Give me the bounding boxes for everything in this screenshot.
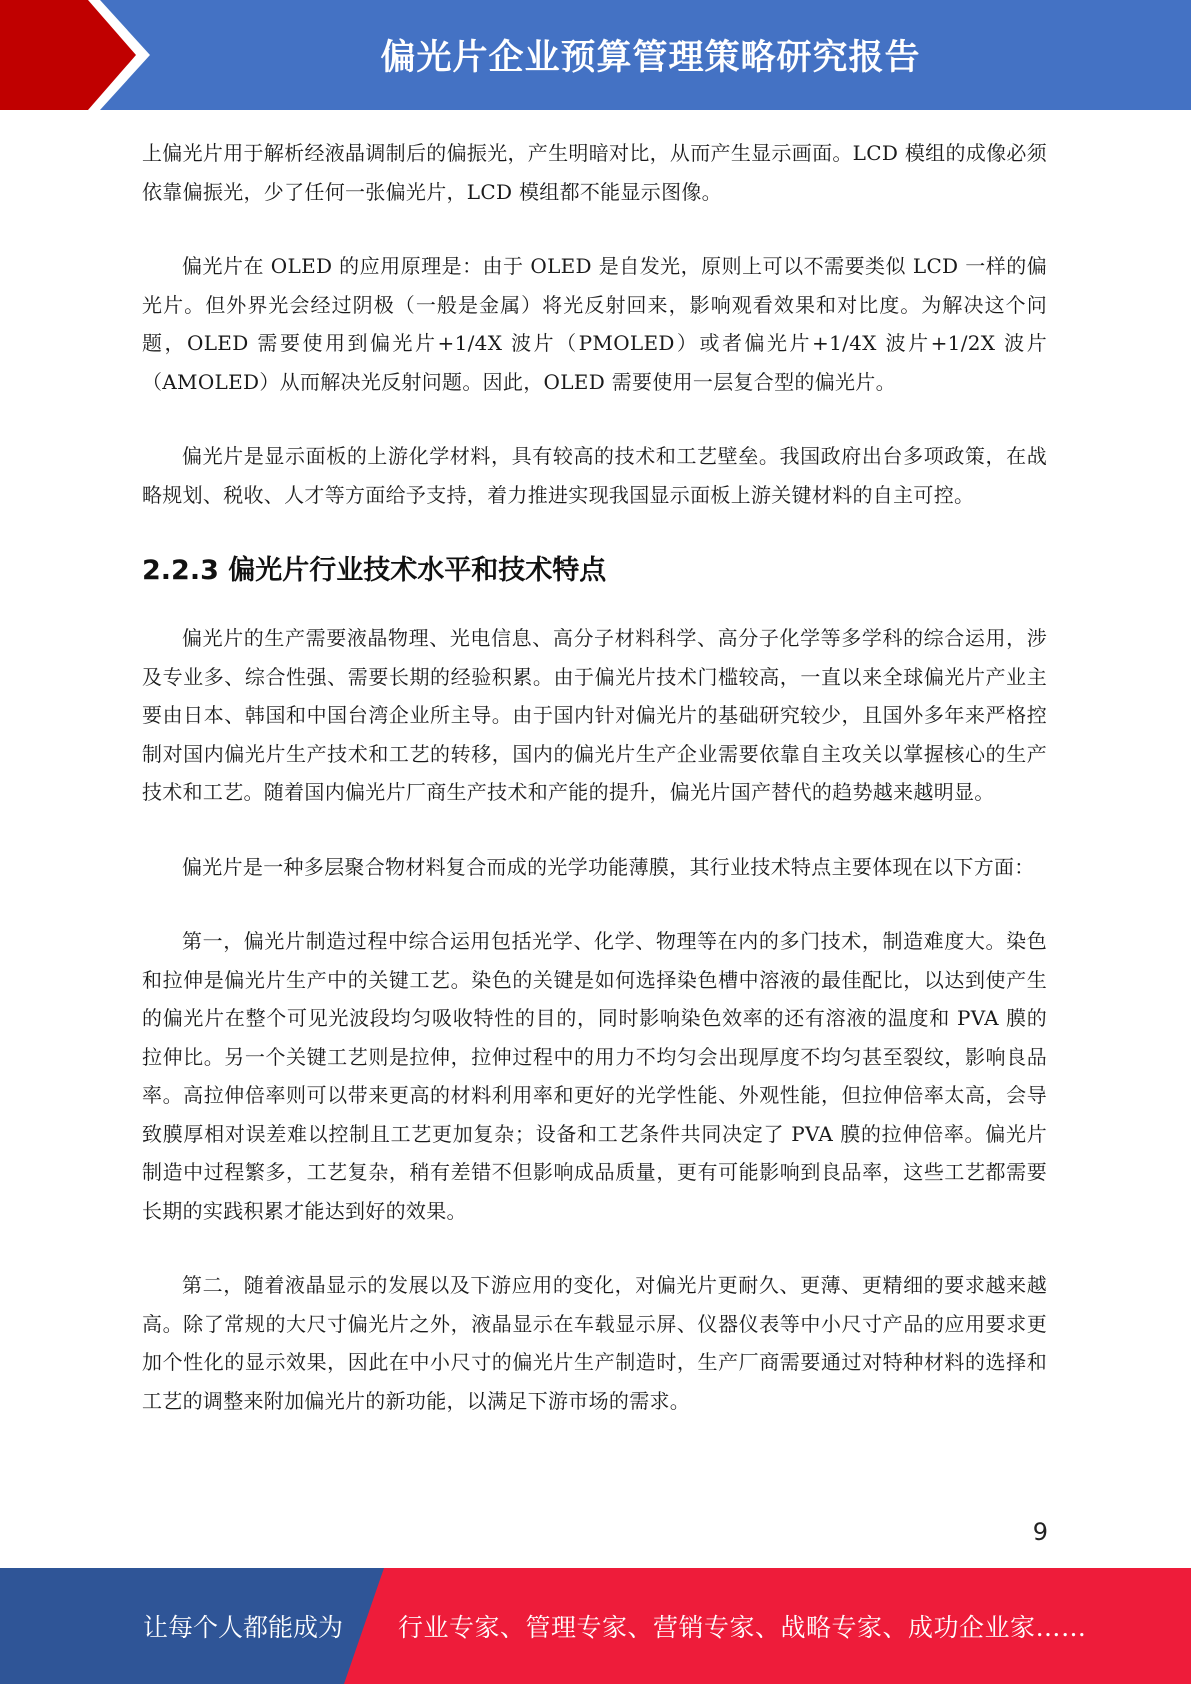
document-body bbox=[142, 134, 1047, 1420]
page-number: 9 bbox=[1032, 1518, 1048, 1546]
page-header bbox=[0, 0, 1191, 110]
footer-slogan-left: 让每个人都能成为 bbox=[143, 1613, 344, 1642]
paragraph-first-feature: 第一，偏光片制造过程中综合运用包括光学、化学、物理等在内的多门技术，制造难度大。染色和拉伸是偏光片生产中的关键工艺。染色的关键是如何选择染色槽中溶液的最佳配比，以达到使产生的偏光片在整个可见光波段均匀吸收特性的目的，同时影响染色效率的还有溶液的温度和 PVA 膜的拉伸比。另一个关键工艺则是拉伸，拉伸过程中的用力不均匀会出现厚度不均匀甚至裂纹，影响良品率。高拉伸倍率则可以带来更高的材料利用率和更好的光学性能、外观性能，但拉伸倍率太高，会导致膜厚相对误差难以控制且工艺更加复杂；设备和工艺条件共同决定了 PVA 膜的拉伸倍率。偏光片制造中过程繁多，工艺复杂，稍有差错不但影响成品质量，更有可能影响到良品率，这些工艺都需要长期的实践积累才能达到好的效果。 bbox=[142, 929, 1047, 1223]
paragraph-technical-features-intro: 偏光片是一种多层聚合物材料复合而成的光学功能薄膜，其行业技术特点主要体现在以下方面： bbox=[182, 854, 1035, 879]
header-red-chevron bbox=[0, 0, 136, 110]
footer-slogan-right: 行业专家、管理专家、营销专家、战略专家、成功企业家…… bbox=[398, 1613, 1087, 1642]
section-heading: 2.2.3 偏光片行业技术水平和技术特点 bbox=[142, 555, 607, 586]
paragraph-upstream-material: 偏光片是显示面板的上游化学材料，具有较高的技术和工艺壁垒。我国政府出台多项政策，在战略规划、税收、人才等方面给予支持，着力推进实现我国显示面板上游关键材料的自主可控。 bbox=[142, 444, 1047, 507]
paragraph-production-requirements: 偏光片的生产需要液晶物理、光电信息、高分子材料科学、高分子化学等多学科的综合运用，涉及专业多、综合性强、需要长期的经验积累。由于偏光片技术门槛较高，一直以来全球偏光片产业主要由日本、韩国和中国台湾企业所主导。由于国内针对偏光片的基础研究较少，且国外多年来严格控制对国内偏光片生产技术和工艺的转移，国内的偏光片生产企业需要依靠自主攻关以掌握核心的生产技术和工艺。随着国内偏光片厂商生产技术和产能的提升，偏光片国产替代的趋势越来越明显。 bbox=[142, 626, 1047, 804]
report-title: 偏光片企业预算管理策略研究报告 bbox=[380, 38, 921, 78]
paragraph-lcd-imaging: 上偏光片用于解析经液晶调制后的偏振光，产生明暗对比，从而产生显示画面。LCD 模组的成像必须依靠偏振光，少了任何一张偏光片，LCD 模组都不能显示图像。 bbox=[142, 141, 1047, 204]
page-footer bbox=[0, 1568, 1191, 1684]
paragraph-second-feature: 第二，随着液晶显示的发展以及下游应用的变化，对偏光片更耐久、更薄、更精细的要求越来越高。除了常规的大尺寸偏光片之外，液晶显示在车载显示屏、仪器仪表等中小尺寸产品的应用要求更加个性化的显示效果，因此在中小尺寸的偏光片生产制造时，生产厂商需要通过对特种材料的选择和工艺的调整来附加偏光片的新功能，以满足下游市场的需求。 bbox=[142, 1273, 1047, 1413]
paragraph-oled-principle: 偏光片在 OLED 的应用原理是：由于 OLED 是自发光，原则上可以不需要类似 LCD 一样的偏光片。但外界光会经过阴极（一般是金属）将光反射回来，影响观看效果和对比度。为解决这个问题，OLED 需要使用到偏光片+1/4X 波片（PMOLED）或者偏光片+1/4X 波片+1/2X 波片（AMOLED）从而解决光反射问题。因此，OLED 需要使用一层复合型的偏光片。 bbox=[142, 254, 1047, 394]
